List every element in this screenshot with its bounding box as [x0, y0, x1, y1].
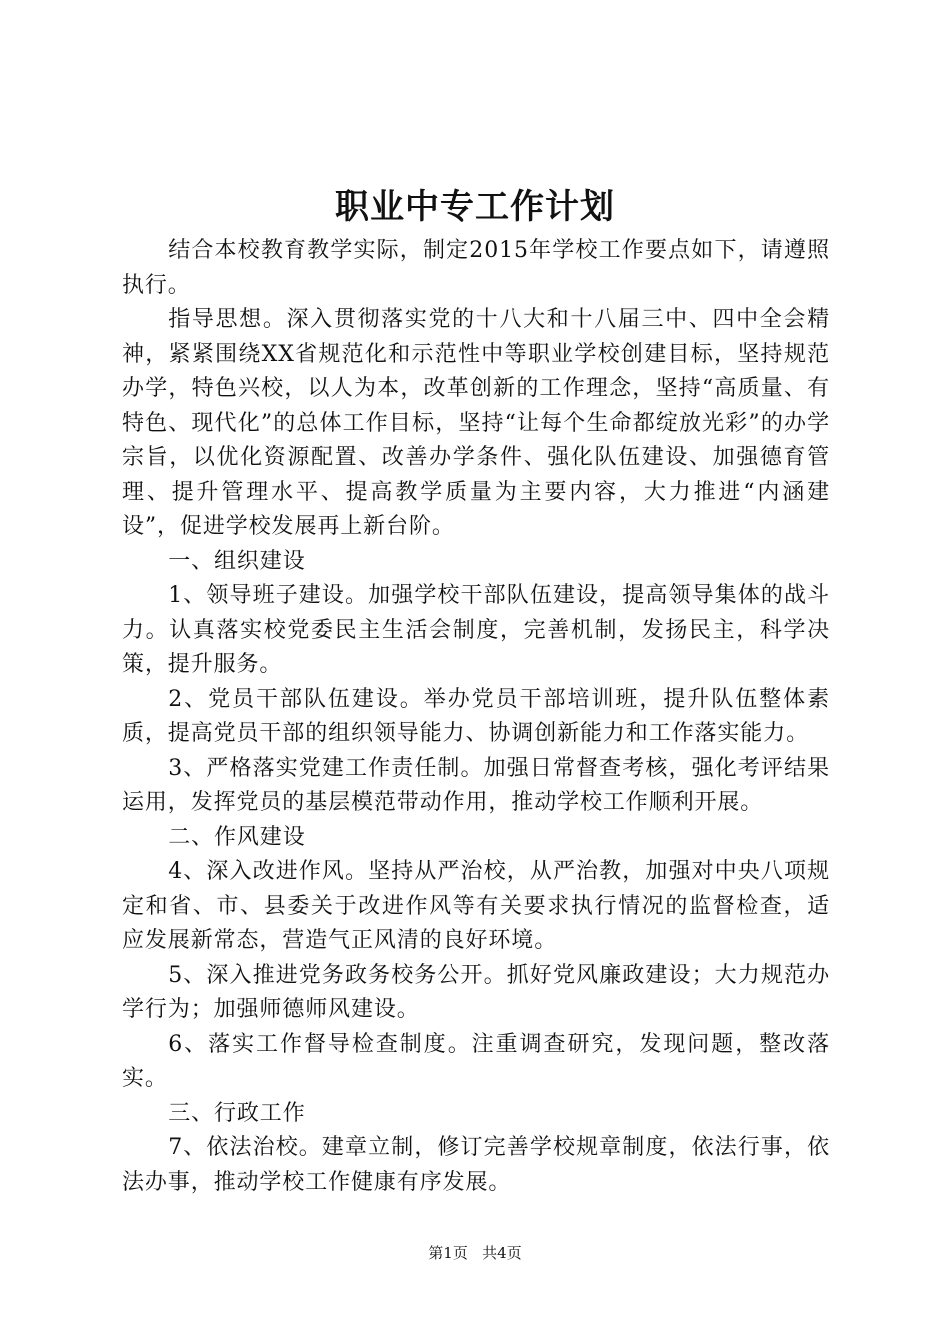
section-heading-organization: 一、组织建设 — [168, 548, 306, 574]
item-paragraph-2: 2、党员干部队伍建设。举办党员干部培训班，提升队伍整体素质，提高党员干部的组织领导能力、协调创新能力和工作落实能力。 — [122, 686, 830, 746]
item-paragraph-7: 7、依法治校。建章立制，修订完善学校规章制度，依法行事，依法办事，推动学校工作健康有序发展。 — [122, 1135, 830, 1195]
page-footer — [0, 1242, 950, 1264]
item-paragraph-6: 6、落实工作督导检查制度。注重调查研究，发现问题，整改落实。 — [122, 1031, 830, 1091]
item-paragraph-3: 3、严格落实党建工作责任制。加强日常督查考核，强化考评结果运用，发挥党员的基层模范带动作用，推动学校工作顺利开展。 — [122, 755, 830, 815]
document-body — [122, 234, 830, 1200]
item-paragraph-4: 4、深入改进作风。坚持从严治校，从严治教，加强对中央八项规定和省、市、县委关于改进作风等有关要求执行情况的监督检查，适应发展新常态，营造气正风清的良好环境。 — [122, 859, 830, 953]
document-title: 职业中专工作计划 — [335, 187, 615, 227]
intro-paragraph: 结合本校教育教学实际，制定2015年学校工作要点如下，请遵照执行。 — [122, 238, 830, 298]
section-heading-administration: 三、行政工作 — [168, 1100, 306, 1126]
page-total: 共4页 — [482, 1244, 522, 1262]
page-spacer — [473, 1244, 478, 1262]
section-heading-style: 二、作风建设 — [168, 824, 306, 850]
item-paragraph-1: 1、领导班子建设。加强学校干部队伍建设，提高领导集体的战斗力。认真落实校党委民主生活会制度，完善机制，发扬民主，科学决策，提升服务。 — [122, 583, 830, 677]
item-paragraph-5: 5、深入推进党务政务校务公开。抓好党风廉政建设；大力规范办学行为；加强师德师风建设。 — [122, 962, 830, 1022]
guiding-thought-paragraph: 指导思想。深入贯彻落实党的十八大和十八届三中、四中全会精神，紧紧围绕XX省规范化和示范性中等职业学校创建目标，坚持规范办学，特色兴校，以人为本，改革创新的工作理念，坚持“高质量、有特色、现代化”的总体工作目标，坚持“让每个生命都绽放光彩”的办学宗旨，以优化资源配置、改善办学条件、强化队伍建设、加强德育管理、提升管理水平、提高教学质量为主要内容，大力推进“内涵建设”，促进学校发展再上新台阶。 — [122, 307, 830, 539]
page-number: 第1页 — [428, 1244, 468, 1262]
